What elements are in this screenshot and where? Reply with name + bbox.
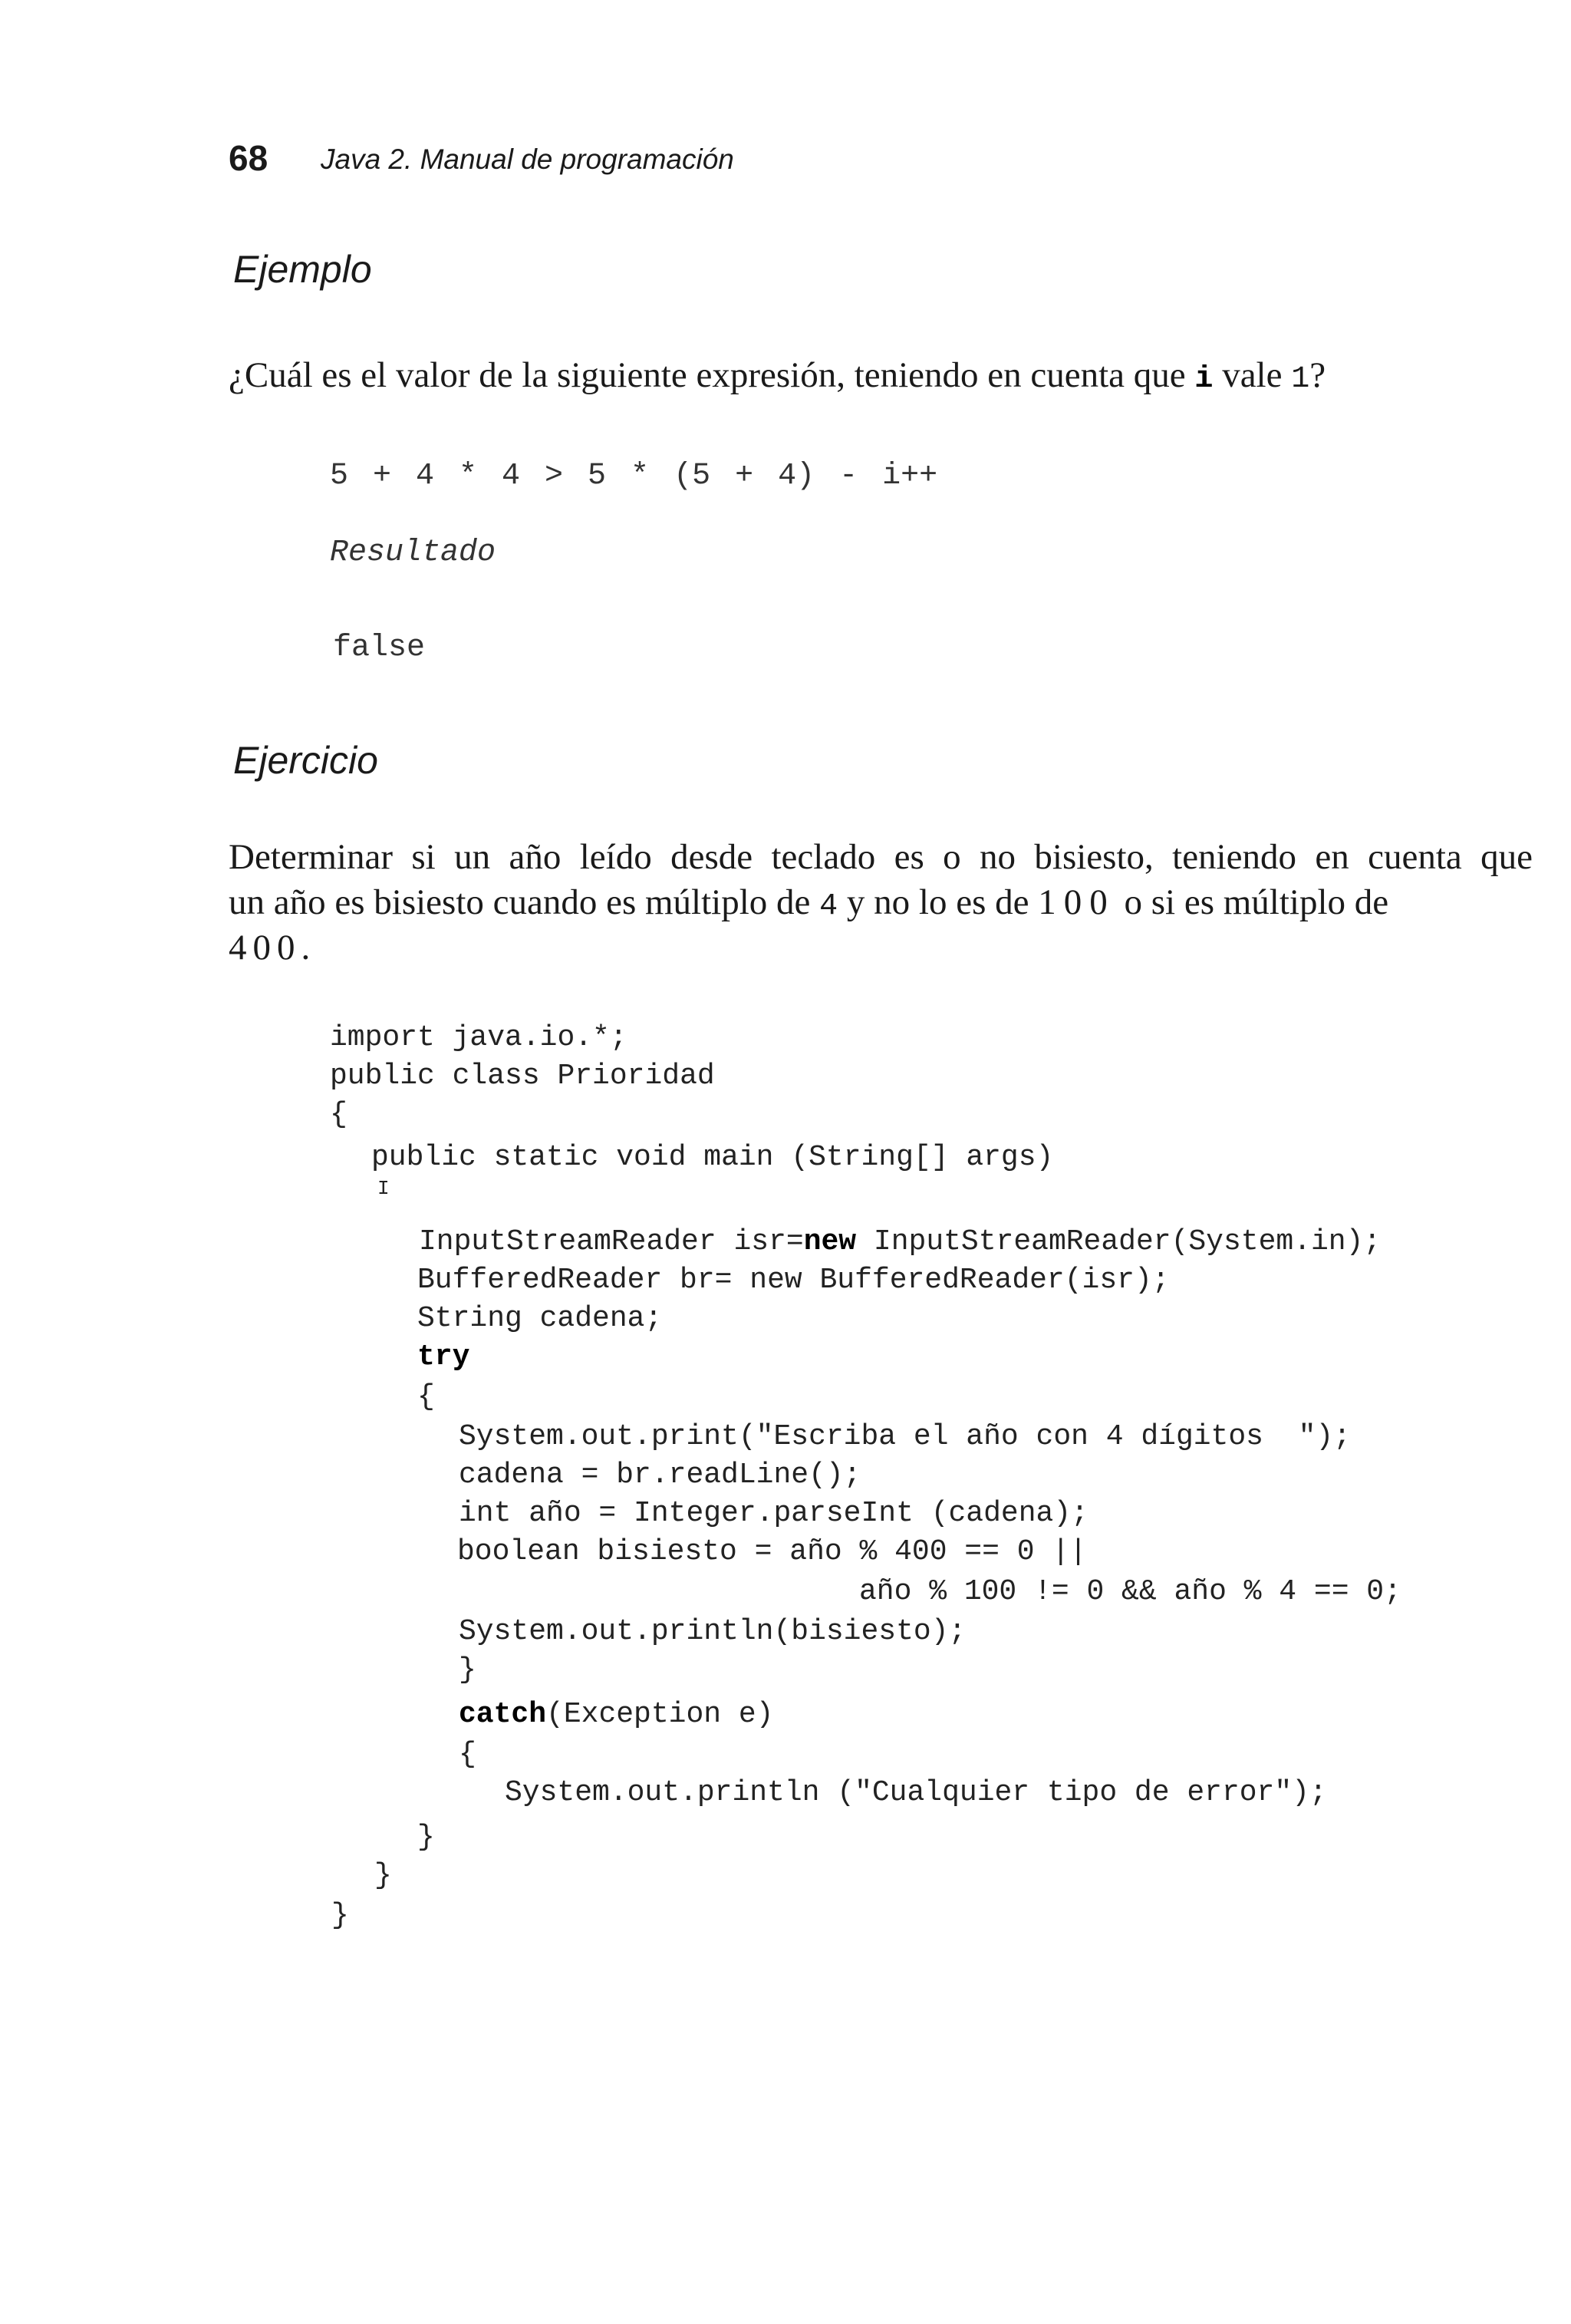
keyword-new: new — [803, 1225, 857, 1258]
code-line-bisiesto-1: boolean bisiesto = año % 400 == 0 || — [457, 1535, 1087, 1568]
code-line-close-class: } — [331, 1899, 349, 1932]
code-line-isr — [419, 1223, 1381, 1261]
code-line-open-try: { — [417, 1380, 435, 1413]
question-text-suffix: ? — [1309, 355, 1326, 395]
code-line-catch — [459, 1696, 773, 1734]
code-line-main: public static void main (String[] args) — [371, 1141, 1054, 1174]
code-line-close-try: } — [459, 1653, 476, 1686]
exercise-heading: Ejercicio — [233, 739, 378, 782]
catch-params: (Exception e) — [546, 1698, 774, 1731]
keyword-catch: catch — [459, 1698, 547, 1731]
question-text-mid: vale — [1213, 355, 1292, 395]
running-title: Java 2. Manual de programación — [321, 143, 734, 175]
code-line-print-prompt: System.out.print("Escriba el año con 4 dígitos "); — [459, 1420, 1351, 1453]
question-value: 1 — [1291, 362, 1310, 397]
code-line-br: BufferedReader br= new BufferedReader(isr); — [417, 1264, 1170, 1297]
code-line-readline: cadena = br.readLine(); — [459, 1459, 861, 1492]
code-line-open-catch: { — [459, 1738, 476, 1771]
code-line-close-catch: } — [417, 1821, 435, 1854]
code-line-import: import java.io.*; — [330, 1021, 627, 1054]
page-number: 68 — [229, 138, 268, 178]
example-expression: 5 + 4 * 4 > 5 * (5 + 4) - i++ — [330, 459, 938, 493]
result-value: false — [333, 631, 426, 665]
question-text-prefix: ¿Cuál es el valor de la siguiente expresión, teniendo en cuenta que — [229, 355, 1195, 395]
code-line-bisiesto-2: año % 100 != 0 && año % 4 == 0; — [859, 1575, 1401, 1608]
line2-number-100: 100 — [1038, 882, 1115, 922]
example-question — [229, 353, 1326, 399]
code-line-close-main: } — [374, 1859, 392, 1892]
line2-part-c: y no lo es de — [838, 882, 1039, 922]
result-label: Resultado — [330, 536, 496, 570]
code-line-cadena: String cadena; — [417, 1302, 663, 1335]
code-line-class: public class Prioridad — [330, 1060, 715, 1093]
code-line-open-class: { — [330, 1098, 347, 1131]
question-variable: i — [1194, 362, 1214, 397]
isr-decl: InputStreamReader isr= — [419, 1225, 804, 1258]
isr-init: InputStreamReader(System.in); — [856, 1225, 1382, 1258]
line2-number-4: 4 — [819, 889, 838, 924]
code-line-parseint: int año = Integer.parseInt (cadena); — [459, 1497, 1089, 1530]
code-line-println-error: System.out.println ("Cualquier tipo de error"); — [505, 1776, 1327, 1809]
exercise-text-line-3: 400. — [229, 928, 317, 968]
line2-part-a: un año es bisiesto cuando es múltiplo de — [229, 882, 820, 922]
line2-part-e: o si es múltiplo de — [1115, 882, 1389, 922]
code-line-println-bisiesto: System.out.println(bisiesto); — [459, 1615, 967, 1648]
exercise-text-line-1: Determinar si un año leído desde teclado es o no bisiesto, teniendo en cuenta que — [229, 837, 1533, 877]
code-line-open-main: I — [377, 1177, 390, 1200]
example-heading: Ejemplo — [233, 248, 372, 291]
code-line-try: try — [417, 1340, 470, 1373]
exercise-text-line-2 — [229, 880, 1388, 926]
